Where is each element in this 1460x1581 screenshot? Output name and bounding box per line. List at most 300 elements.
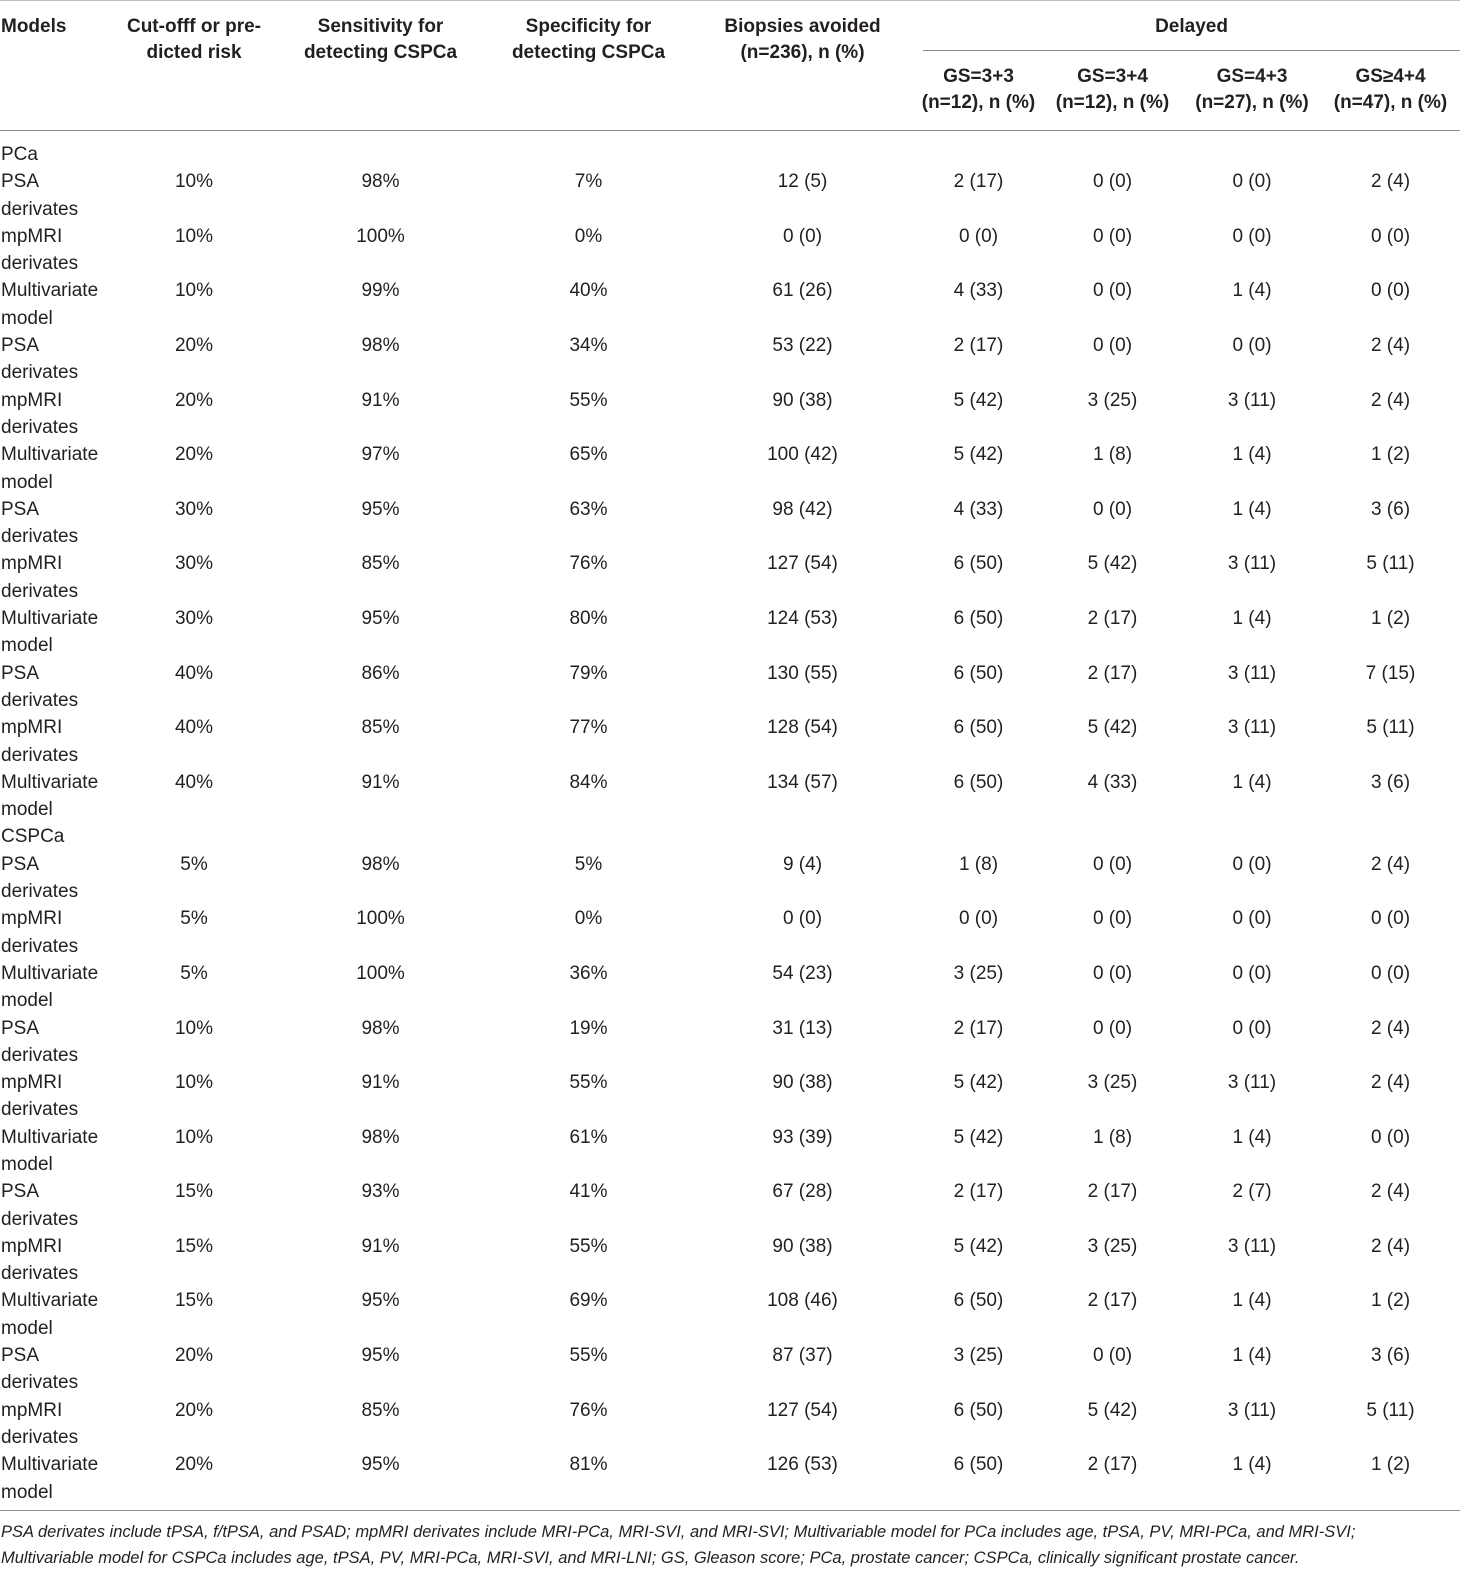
model-name-line: derivates: [1, 881, 79, 903]
model-cell: [0, 1233, 114, 1288]
delayed-gs-3-4-cell: 3 (25): [1087, 1235, 1138, 1257]
model-cell: [0, 905, 114, 960]
header-gs-4-3-line2: (n=27), n (%): [1195, 92, 1309, 113]
delayed-gs-3-4-cell: 1 (8): [1092, 1126, 1133, 1148]
sensitivity-cell: 98%: [361, 1017, 400, 1039]
model-name-line: derivates: [1, 198, 79, 220]
footnote-cell: [0, 1510, 1460, 1572]
model-name-line: Multivariate: [1, 771, 99, 793]
sensitivity-cell: 93%: [361, 1181, 400, 1203]
delayed-gs-3-3-cell: 6 (50): [953, 608, 1004, 630]
model-name-line: derivates: [1, 935, 79, 957]
specificity-cell: 5%: [574, 853, 603, 875]
model-name-line: mpMRI: [1, 1235, 63, 1257]
table-row: [0, 1233, 1460, 1288]
delayed-gs-4-3-cell: 3 (11): [1227, 662, 1277, 684]
biopsies-avoided-cell: 12 (5): [777, 171, 828, 193]
footnote-line-1: PSA derivates include tPSA, f/tPSA, and PSAD; mpMRI derivates include MRI-PCa, MRI-SVI, and MRI-SVI; Multivariable model for PCa includes age, tPSA, PV, MRI-PCa, and MRI-SVI;: [1, 1522, 1356, 1541]
header-biopsies-line2: (n=236), n (%): [740, 42, 865, 63]
delayed-gs-4-4-cell: 3 (6): [1370, 771, 1411, 793]
model-name-line: model: [1, 799, 53, 821]
model-name-line: model: [1, 1317, 53, 1339]
model-name-line: derivates: [1, 526, 79, 548]
delayed-gs-4-4-cell: 0 (0): [1370, 280, 1411, 302]
header-gs-4-4: [1321, 51, 1460, 131]
biopsies-avoided-cell: 67 (28): [772, 1181, 833, 1203]
sensitivity-cell: 100%: [356, 908, 405, 930]
model-name-line: derivates: [1, 689, 79, 711]
delayed-gs-4-3-cell: 3 (11): [1227, 1072, 1277, 1094]
model-name-line: Multivariate: [1, 1290, 99, 1312]
delayed-gs-4-3-cell: 2 (7): [1232, 1181, 1272, 1203]
delayed-gs-3-3-cell: 5 (42): [953, 1072, 1004, 1094]
model-name-line: mpMRI: [1, 225, 63, 247]
biopsies-avoided-cell: 128 (54): [767, 717, 838, 739]
delayed-gs-4-3-cell: 1 (4): [1232, 1345, 1272, 1367]
model-name-line: derivates: [1, 1044, 79, 1066]
header-sensitivity-line2: detecting CSPCa: [303, 42, 458, 63]
specificity-cell: 40%: [569, 280, 608, 302]
header-delayed: [915, 1, 1460, 52]
specificity-cell: 65%: [569, 444, 608, 466]
specificity-cell: 7%: [574, 171, 603, 193]
delayed-gs-4-3-cell: 0 (0): [1232, 171, 1272, 193]
model-name-line: model: [1, 990, 53, 1012]
delayed-gs-3-4-cell: 2 (17): [1087, 1454, 1138, 1476]
header-gs-3-4-line1: GS=3+4: [1077, 66, 1148, 87]
model-name-line: Multivariate: [1, 280, 99, 302]
delayed-gs-4-3-cell: 0 (0): [1232, 853, 1272, 875]
sensitivity-cell: 99%: [361, 280, 400, 302]
delayed-gs-3-3-cell: 5 (42): [953, 444, 1004, 466]
specificity-cell: 36%: [569, 962, 608, 984]
delayed-gs-4-4-cell: 2 (4): [1370, 1017, 1411, 1039]
sensitivity-cell: 95%: [361, 608, 400, 630]
header-gs-3-3-line1: GS=3+3: [943, 66, 1014, 87]
header-biopsies: [690, 1, 915, 131]
delayed-gs-3-3-cell: 6 (50): [953, 771, 1004, 793]
delayed-gs-4-4-cell: 2 (4): [1370, 1235, 1411, 1257]
model-cell: [0, 960, 114, 1015]
model-name-line: mpMRI: [1, 908, 63, 930]
delayed-gs-3-3-cell: 5 (42): [953, 1126, 1004, 1148]
delayed-gs-3-4-cell: 1 (8): [1092, 444, 1133, 466]
header-cutoff: [114, 1, 274, 131]
specificity-cell: 80%: [569, 608, 608, 630]
model-name-line: PSA: [1, 171, 40, 193]
delayed-gs-4-3-cell: 1 (4): [1232, 1126, 1272, 1148]
delayed-gs-3-3-cell: 6 (50): [953, 1399, 1004, 1421]
header-gs-4-4-line1: GS≥4+4: [1355, 66, 1426, 87]
specificity-cell: 34%: [569, 335, 608, 357]
model-name-line: derivates: [1, 1099, 79, 1121]
header-cutoff-line2: dicted risk: [146, 42, 242, 63]
model-cell: [0, 605, 114, 660]
specificity-cell: 19%: [569, 1017, 608, 1039]
cutoff-cell: 20%: [174, 1345, 214, 1367]
header-gs-3-3: [915, 51, 1042, 131]
model-name-line: Multivariate: [1, 608, 99, 630]
delayed-gs-4-4-cell: 2 (4): [1370, 1072, 1411, 1094]
sensitivity-cell: 95%: [361, 1290, 400, 1312]
header-cutoff-line1: Cut-offf or pre-: [126, 16, 262, 37]
delayed-gs-4-3-cell: 1 (4): [1232, 1454, 1272, 1476]
delayed-gs-3-3-cell: 6 (50): [953, 553, 1004, 575]
delayed-gs-4-4-cell: 0 (0): [1370, 962, 1411, 984]
delayed-gs-3-3-cell: 6 (50): [953, 1290, 1004, 1312]
model-cell: [0, 1178, 114, 1233]
cutoff-cell: 20%: [174, 1454, 214, 1476]
table-body: [0, 131, 1460, 1511]
sensitivity-cell: 98%: [361, 1126, 400, 1148]
header-gs-4-3: [1183, 51, 1321, 131]
model-cell: [0, 660, 114, 715]
table-row: [0, 960, 1460, 1015]
delayed-gs-3-4-cell: 0 (0): [1092, 962, 1133, 984]
model-cell: [0, 168, 114, 223]
delayed-gs-4-4-cell: 0 (0): [1370, 908, 1411, 930]
model-cell: [0, 1069, 114, 1124]
delayed-gs-3-3-cell: 2 (17): [953, 1181, 1004, 1203]
model-cell: [0, 769, 114, 824]
biopsies-avoided-cell: 31 (13): [772, 1017, 833, 1039]
delayed-gs-4-3-cell: 3 (11): [1227, 1399, 1277, 1421]
delayed-gs-3-4-cell: 5 (42): [1087, 553, 1138, 575]
biopsies-avoided-cell: 127 (54): [767, 1399, 838, 1421]
model-cell: [0, 277, 114, 332]
delayed-gs-3-3-cell: 5 (42): [953, 389, 1004, 411]
delayed-gs-3-4-cell: 0 (0): [1092, 171, 1133, 193]
header-models: [0, 1, 114, 131]
model-cell: [0, 387, 114, 442]
biopsies-avoided-cell: 98 (42): [772, 498, 833, 520]
section-label: PCa: [1, 144, 38, 165]
delayed-gs-4-3-cell: 1 (4): [1232, 280, 1272, 302]
model-name-line: derivates: [1, 580, 79, 602]
cutoff-cell: 40%: [174, 662, 214, 684]
table-row: [0, 1397, 1460, 1452]
delayed-gs-3-4-cell: 2 (17): [1087, 1290, 1138, 1312]
table-row: [0, 1069, 1460, 1124]
specificity-cell: 76%: [569, 1399, 608, 1421]
model-name-line: PSA: [1, 1345, 40, 1367]
biopsies-avoided-cell: 90 (38): [772, 1072, 833, 1094]
delayed-gs-3-3-cell: 4 (33): [953, 498, 1004, 520]
delayed-gs-3-4-cell: 3 (25): [1087, 389, 1138, 411]
model-name-line: derivates: [1, 1263, 79, 1285]
model-name-line: PSA: [1, 1181, 40, 1203]
delayed-gs-3-3-cell: 0 (0): [958, 225, 999, 247]
model-name-line: mpMRI: [1, 717, 63, 739]
model-cell: [0, 1342, 114, 1397]
sensitivity-cell: 91%: [361, 771, 400, 793]
table-row: [0, 605, 1460, 660]
delayed-gs-4-4-cell: 0 (0): [1370, 1126, 1411, 1148]
model-cell: [0, 851, 114, 906]
delayed-gs-4-3-cell: 1 (4): [1232, 444, 1272, 466]
delayed-gs-3-3-cell: 6 (50): [953, 1454, 1004, 1476]
biopsies-avoided-cell: 90 (38): [772, 1235, 833, 1257]
footnote-line-2: Multivariable model for CSPCa includes age, tPSA, PV, MRI-PCa, MRI-SVI, and MRI-LNI; GS, Gleason score; PCa, prostate cancer; CSPCa, clinically significant prostate cancer.: [1, 1548, 1300, 1567]
model-cell: [0, 1287, 114, 1342]
cutoff-cell: 20%: [174, 335, 214, 357]
delayed-gs-4-3-cell: 0 (0): [1232, 908, 1272, 930]
sensitivity-cell: 86%: [361, 662, 400, 684]
sensitivity-cell: 100%: [356, 962, 405, 984]
sensitivity-cell: 97%: [361, 444, 400, 466]
delayed-gs-4-4-cell: 0 (0): [1370, 225, 1411, 247]
delayed-gs-4-3-cell: 1 (4): [1232, 1290, 1272, 1312]
delayed-gs-3-3-cell: 6 (50): [953, 662, 1004, 684]
model-cell: [0, 441, 114, 496]
header-gs-3-4-line2: (n=12), n (%): [1055, 92, 1170, 113]
cutoff-cell: 20%: [174, 444, 214, 466]
header-gs-3-3-line2: (n=12), n (%): [921, 92, 1036, 113]
table-row: [0, 387, 1460, 442]
specificity-cell: 81%: [569, 1454, 608, 1476]
specificity-cell: 63%: [569, 498, 608, 520]
header-sensitivity-line1: Sensitivity for: [317, 16, 444, 37]
header-gs-4-3-line1: GS=4+3: [1216, 66, 1288, 87]
sensitivity-cell: 85%: [361, 1399, 400, 1421]
model-name-line: derivates: [1, 744, 79, 766]
model-name-line: mpMRI: [1, 1072, 63, 1094]
sensitivity-cell: 95%: [361, 1345, 400, 1367]
biopsies-avoided-cell: 90 (38): [772, 389, 833, 411]
model-name-line: PSA: [1, 662, 40, 684]
model-name-line: model: [1, 471, 53, 493]
cutoff-cell: 10%: [174, 225, 214, 247]
specificity-cell: 0%: [574, 908, 603, 930]
model-name-line: model: [1, 635, 53, 657]
sensitivity-cell: 98%: [361, 171, 400, 193]
cutoff-cell: 40%: [174, 717, 214, 739]
biopsies-avoided-cell: 0 (0): [782, 908, 823, 930]
sensitivity-cell: 85%: [361, 553, 400, 575]
delayed-gs-4-3-cell: 1 (4): [1232, 498, 1272, 520]
header-biopsies-line1: Biopsies avoided: [724, 16, 881, 37]
biopsies-avoided-cell: 54 (23): [772, 962, 833, 984]
model-name-line: derivates: [1, 362, 79, 384]
delayed-gs-3-4-cell: 5 (42): [1087, 717, 1138, 739]
delayed-gs-4-3-cell: 0 (0): [1232, 1017, 1272, 1039]
table-row: [0, 1124, 1460, 1179]
delayed-gs-4-4-cell: 7 (15): [1365, 662, 1416, 684]
specificity-cell: 0%: [574, 225, 603, 247]
specificity-cell: 55%: [569, 1072, 608, 1094]
cutoff-cell: 10%: [174, 1017, 214, 1039]
table-row: [0, 1451, 1460, 1510]
biopsies-avoided-cell: 93 (39): [772, 1126, 833, 1148]
cutoff-cell: 10%: [174, 280, 214, 302]
table-row: [0, 769, 1460, 824]
model-name-line: Multivariate: [1, 444, 99, 466]
cutoff-cell: 30%: [174, 498, 214, 520]
biopsies-avoided-cell: 9 (4): [782, 853, 823, 875]
cutoff-cell: 40%: [174, 771, 214, 793]
delayed-gs-3-4-cell: 0 (0): [1092, 1345, 1133, 1367]
sensitivity-cell: 98%: [361, 335, 400, 357]
table-row: [0, 851, 1460, 906]
biopsies-avoided-cell: 100 (42): [767, 444, 838, 466]
table-row: [0, 714, 1460, 769]
biopsies-avoided-cell: 134 (57): [767, 771, 838, 793]
model-name-line: model: [1, 1153, 53, 1175]
delayed-gs-4-3-cell: 3 (11): [1227, 1235, 1277, 1257]
model-cell: [0, 496, 114, 551]
delayed-gs-4-4-cell: 5 (11): [1366, 717, 1415, 739]
biopsies-avoided-cell: 127 (54): [767, 553, 838, 575]
model-name-line: mpMRI: [1, 553, 63, 575]
model-name-line: derivates: [1, 416, 79, 438]
header-specificity-line1: Specificity for: [525, 16, 652, 37]
specificity-cell: 84%: [569, 771, 608, 793]
specificity-cell: 79%: [569, 662, 608, 684]
table-row: [0, 1015, 1460, 1070]
delayed-gs-3-3-cell: 1 (8): [958, 853, 999, 875]
specificity-cell: 76%: [569, 553, 608, 575]
model-name-line: derivates: [1, 1426, 79, 1448]
delayed-gs-3-3-cell: 2 (17): [953, 171, 1004, 193]
delayed-gs-3-4-cell: 5 (42): [1087, 1399, 1138, 1421]
table-row: [0, 905, 1460, 960]
delayed-gs-4-4-cell: 3 (6): [1370, 498, 1411, 520]
table-header: [0, 1, 1460, 131]
model-cell: [0, 1015, 114, 1070]
model-name-line: derivates: [1, 1372, 79, 1394]
table-row: [0, 332, 1460, 387]
header-sensitivity: [274, 1, 487, 131]
model-name-line: PSA: [1, 853, 40, 875]
biopsies-avoided-cell: 124 (53): [767, 608, 838, 630]
cutoff-cell: 15%: [174, 1235, 214, 1257]
cutoff-cell: 20%: [174, 1399, 214, 1421]
header-gs-4-4-line2: (n=47), n (%): [1333, 92, 1448, 113]
delayed-gs-3-3-cell: 2 (17): [953, 335, 1004, 357]
table-row: [0, 1178, 1460, 1233]
delayed-gs-4-4-cell: 1 (2): [1370, 1454, 1411, 1476]
table-row: [0, 441, 1460, 496]
delayed-gs-4-3-cell: 1 (4): [1232, 771, 1272, 793]
biopsies-avoided-cell: 87 (37): [772, 1345, 833, 1367]
delayed-gs-4-3-cell: 3 (11): [1227, 389, 1277, 411]
delayed-gs-4-3-cell: 1 (4): [1232, 608, 1272, 630]
cutoff-cell: 5%: [180, 962, 208, 984]
delayed-gs-3-4-cell: 2 (17): [1087, 1181, 1138, 1203]
delayed-gs-3-4-cell: 0 (0): [1092, 225, 1133, 247]
specificity-cell: 55%: [569, 1235, 608, 1257]
model-cell: [0, 714, 114, 769]
biopsies-avoided-cell: 61 (26): [772, 280, 833, 302]
delayed-gs-4-3-cell: 0 (0): [1232, 225, 1272, 247]
delayed-gs-3-4-cell: 3 (25): [1087, 1072, 1138, 1094]
model-cell: [0, 1451, 114, 1510]
sensitivity-cell: 85%: [361, 717, 400, 739]
model-cell: [0, 332, 114, 387]
delayed-gs-3-3-cell: 3 (25): [953, 1345, 1004, 1367]
delayed-gs-4-4-cell: 5 (11): [1366, 1399, 1415, 1421]
biopsies-avoided-cell: 108 (46): [767, 1290, 838, 1312]
delayed-gs-4-4-cell: 1 (2): [1370, 1290, 1411, 1312]
table-row: [0, 223, 1460, 278]
delayed-gs-3-3-cell: 2 (17): [953, 1017, 1004, 1039]
header-models-label: Models: [1, 16, 67, 37]
biopsies-avoided-cell: 130 (55): [767, 662, 838, 684]
cutoff-cell: 30%: [174, 553, 214, 575]
cutoff-cell: 30%: [174, 608, 214, 630]
delayed-gs-3-4-cell: 0 (0): [1092, 335, 1133, 357]
model-name-line: derivates: [1, 1208, 79, 1230]
section-header-row: [0, 823, 1460, 850]
biopsies-avoided-cell: 53 (22): [772, 335, 833, 357]
delayed-gs-4-3-cell: 0 (0): [1232, 962, 1272, 984]
delayed-gs-3-3-cell: 0 (0): [958, 908, 999, 930]
delayed-gs-3-4-cell: 0 (0): [1092, 280, 1133, 302]
cutoff-cell: 5%: [180, 853, 208, 875]
specificity-cell: 69%: [569, 1290, 608, 1312]
delayed-gs-3-4-cell: 4 (33): [1087, 771, 1138, 793]
cutoff-cell: 10%: [174, 1126, 214, 1148]
delayed-gs-3-4-cell: 0 (0): [1092, 1017, 1133, 1039]
model-name-line: model: [1, 1481, 53, 1503]
table-row: [0, 1342, 1460, 1397]
delayed-gs-3-4-cell: 2 (17): [1087, 608, 1138, 630]
model-name-line: Multivariate: [1, 962, 99, 984]
biopsies-avoided-cell: 0 (0): [782, 225, 823, 247]
delayed-gs-3-4-cell: 2 (17): [1087, 662, 1138, 684]
model-name-line: PSA: [1, 498, 40, 520]
model-cell: [0, 550, 114, 605]
table-row: [0, 277, 1460, 332]
model-name-line: mpMRI: [1, 389, 63, 411]
delayed-gs-3-4-cell: 0 (0): [1092, 908, 1133, 930]
delayed-gs-3-4-cell: 0 (0): [1092, 853, 1133, 875]
model-cell: [0, 223, 114, 278]
cutoff-cell: 15%: [174, 1181, 214, 1203]
delayed-gs-4-4-cell: 2 (4): [1370, 335, 1411, 357]
table-row: [0, 550, 1460, 605]
sensitivity-cell: 95%: [361, 1454, 400, 1476]
header-specificity: [487, 1, 690, 131]
specificity-cell: 55%: [569, 1345, 608, 1367]
section-label: CSPCa: [1, 826, 65, 848]
table-row: [0, 496, 1460, 551]
model-name-line: Multivariate: [1, 1126, 99, 1148]
table-footnote: [0, 1510, 1460, 1572]
section-header-row: [0, 131, 1460, 169]
delayed-gs-4-3-cell: 3 (11): [1227, 717, 1277, 739]
sensitivity-cell: 95%: [361, 498, 400, 520]
specificity-cell: 61%: [569, 1126, 608, 1148]
sensitivity-cell: 91%: [361, 1235, 400, 1257]
table-row: [0, 168, 1460, 223]
model-name-line: model: [1, 307, 53, 329]
cutoff-cell: 10%: [174, 171, 214, 193]
delayed-gs-4-4-cell: 1 (2): [1370, 608, 1411, 630]
table-row: [0, 660, 1460, 715]
model-name-line: PSA: [1, 335, 40, 357]
delayed-gs-3-3-cell: 5 (42): [953, 1235, 1004, 1257]
model-cell: [0, 1124, 114, 1179]
specificity-cell: 41%: [569, 1181, 608, 1203]
delayed-gs-3-3-cell: 3 (25): [953, 962, 1004, 984]
delayed-gs-4-3-cell: 3 (11): [1227, 553, 1277, 575]
delayed-gs-4-4-cell: 3 (6): [1370, 1345, 1411, 1367]
sensitivity-cell: 100%: [356, 225, 405, 247]
sensitivity-cell: 91%: [361, 1072, 400, 1094]
delayed-gs-3-3-cell: 4 (33): [953, 280, 1004, 302]
cutoff-cell: 20%: [174, 389, 214, 411]
